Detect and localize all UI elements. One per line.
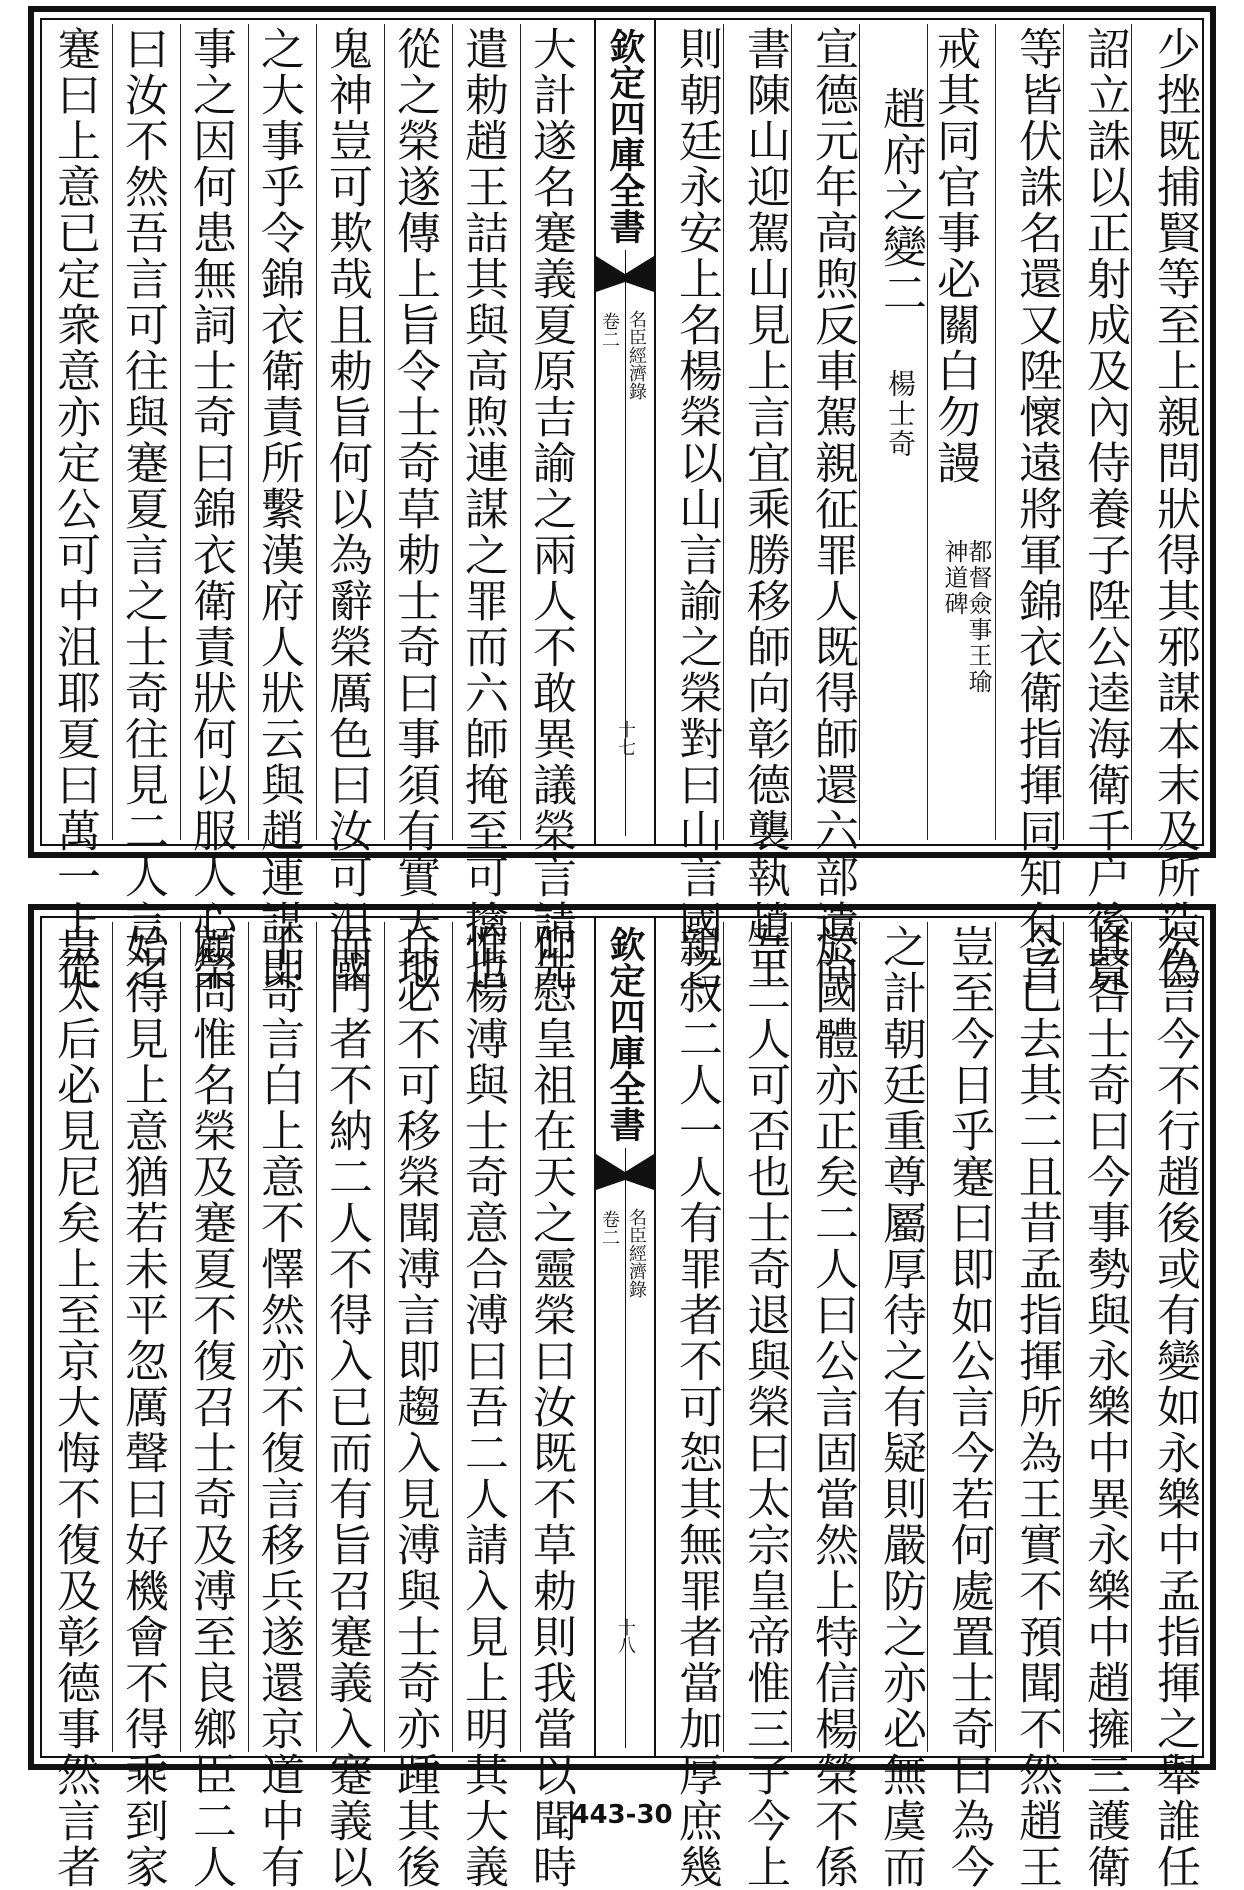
volume-label: 卷二 [599,1210,620,1246]
text-column [929,26,992,838]
text-column: 仰慰皇祖在天之靈榮曰汝既不草勅則我當以聞時 [525,924,576,1890]
text-column: 吾二人可否也士奇退與榮曰太宗皇帝惟三子今上 [739,924,790,1890]
text-column: 少挫既捕賢等至上親問狀得其邪謀本末及所造偽 [1149,26,1200,992]
text-column: 惟楊溥與士奇意合溥曰吾二人請入見上明其大義 [457,924,508,1890]
center-gutter [594,918,656,1756]
text-column: 詔立誅以正射成及內侍養子陞公逵海衛千户後賢 [1079,26,1130,992]
text-column: 始得見上意猶若未平忽厲聲曰好機會不得乘到家 [117,924,168,1890]
text-column: 親叔二人一人有罪者不可恕其無罪者當加厚庶幾 [671,924,722,1890]
gutter-title: 欽定四庫全書 [604,926,646,1142]
column-text: 戒其同官事必關白勿謾 [929,26,980,486]
text-column: 書陳山迎駕山見上言宜乘勝移師向彰德襲執趙王 [739,26,790,992]
text-column: 遣勅趙王詰其與高煦連謀之罪而六師掩至可擒也 [457,26,508,992]
text-column: 之大事乎令錦衣衛責所繫漢府人狀云與趙連謀即 [253,26,304,992]
text-column: 兵必不可移榮聞溥言即趨入見溥與士奇亦踵其後 [389,924,440,1890]
text-column: 其咎士奇曰今事勢與永樂中異永樂中趙擁三護衛 [1079,924,1130,1890]
folio-number: 十七 [615,720,636,756]
text-column: 於國體亦正矣二人曰公言固當然上特信楊榮不係 [807,924,858,1890]
volume-label: 卷二 [599,312,620,348]
text-column: 大計遂名蹇義夏原吉諭之兩人不敢異議榮言請先 [525,26,576,992]
text-column: 從之榮遂傳上旨令士奇草勅士奇曰事須有實天地 [389,26,440,992]
text-column: 皇太后必見尼矣上至京大悔不復及彰德事然言者 [49,924,100,1890]
text-column: 公言今不行趙後或有變如永樂中孟指揮之舉誰任 [1149,924,1200,1890]
text-column: 則朝廷永安上名楊榮以山言諭之榮對曰山言國之 [671,26,722,992]
upper-page [28,6,1216,992]
book-title: 名臣經濟錄 [626,310,647,400]
text-column: 今已去其二且昔孟指揮所為王實不預聞不然趙王 [1011,924,1062,1890]
text-column: 宣德元年高煦反車駕親征罪人既得師還六部遣尚 [807,26,858,992]
text-column: 事之因何患無詞士奇曰錦衣衛責狀何以服人心榮 [185,26,236,992]
text-column: 曰汝不然吾言可往與蹇夏言之士奇往見二人言之 [117,26,168,992]
text-column: 而門者不納二人不得入已而有旨召蹇義入蹇義以 [321,924,372,1890]
text-column: 士奇言白上意不懌然亦不復言移兵遂還京道中有 [253,924,304,1890]
author-note: 楊士奇 [884,369,917,459]
book-title: 名臣經濟錄 [626,1208,647,1298]
text-column: 顧問惟名榮及蹇夏不復召士奇及溥至良鄉臣二人 [185,924,236,1890]
gutter-title: 欽定四庫全書 [604,28,646,244]
text-column: 之計朝廷重尊屬厚待之有疑則嚴防之亦必無虞而 [875,924,926,1890]
folio-number: 十八 [615,1618,636,1654]
section-heading: 趙府之變二 楊士奇 [875,86,926,459]
page-number: 443-30 [571,1800,673,1830]
center-gutter [594,20,656,844]
text-column: 鬼神豈可欺哉且勅旨何以為辭榮厲色曰汝可沮國 [321,26,372,992]
text-column: 豈至今日乎蹇曰即如公言今若何處置士奇曰為今 [943,924,994,1890]
text-column: 蹇曰上意已定衆意亦定公可中沮耶夏曰萬一上從 [49,26,100,992]
text-column: 等皆伏誅名還又陞懷遠將軍錦衣衛指揮同知有旨 [1011,26,1062,992]
annotation-note: 都督僉事王瑜神道碑 [940,539,992,695]
